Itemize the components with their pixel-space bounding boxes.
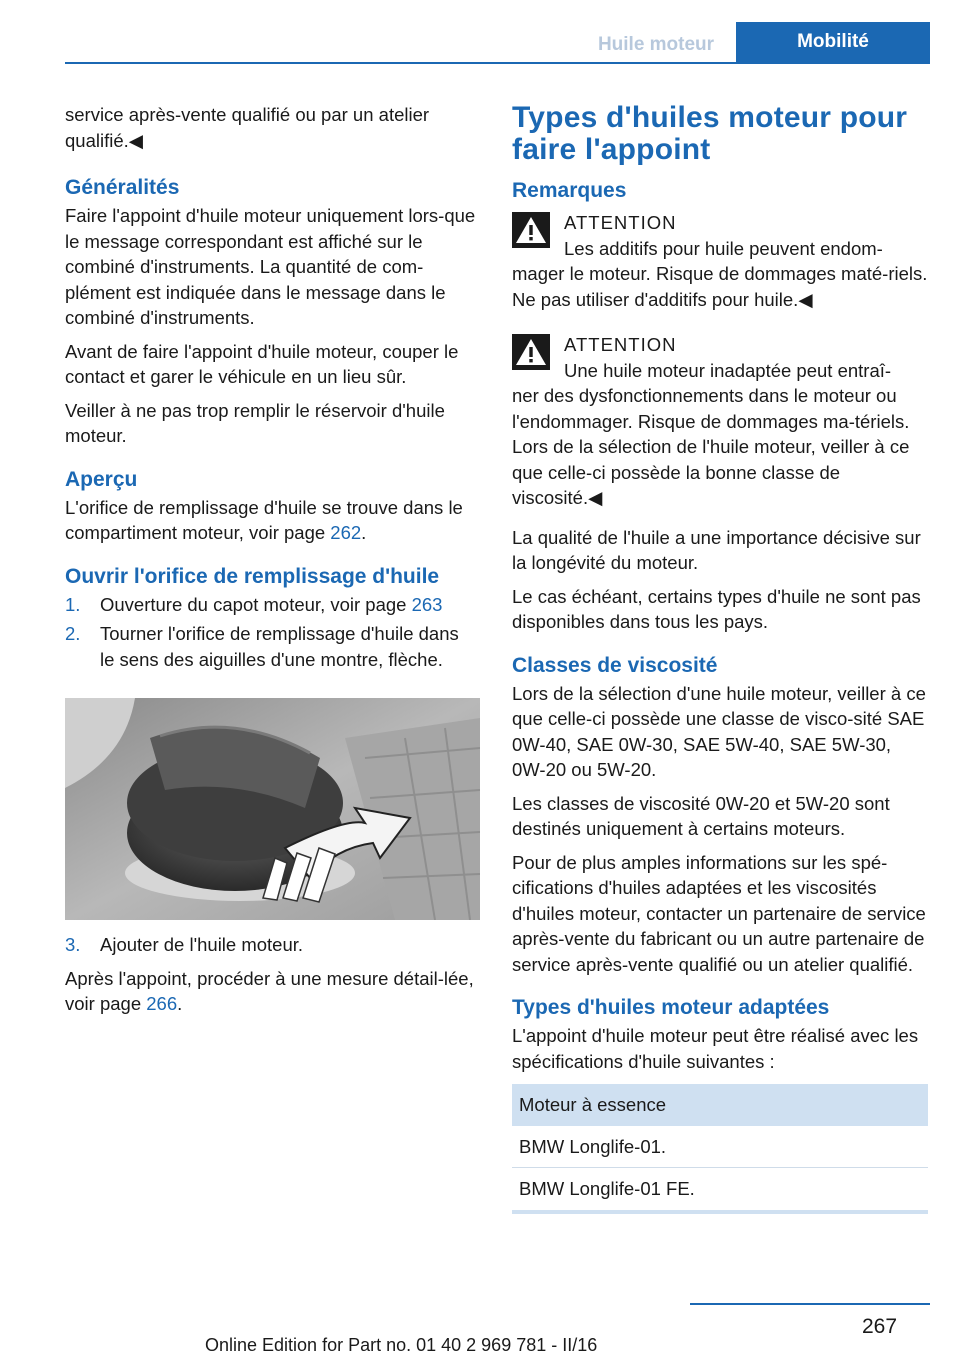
apercu-text (65, 495, 477, 546)
footer-rule (690, 1303, 930, 1305)
oil-filler-cap-photo (65, 698, 480, 920)
heading-remarques: Remarques (512, 179, 627, 202)
warning-body: ner des dysfonctionnements dans le moteur ou l'endommager. Risque de dommages ma-tériels. Lors de la sélection de l'huile moteur, veiller à ce que celle-ci possède la bonne classe de viscosité.◀ (512, 385, 910, 508)
table-cell: BMW Longlife-01 FE. (512, 1168, 928, 1212)
header-rule (65, 62, 930, 64)
apercu-body: L'orifice de remplissage d'huile se trouve dans le compartiment moteur, voir page (65, 496, 463, 543)
footer-edition: Online Edition for Part no. 01 40 2 969 781 - II/16 (205, 1335, 598, 1355)
heading-apercu: Aperçu (65, 467, 138, 491)
warning-box (512, 332, 928, 511)
step-item (65, 592, 477, 618)
step-item (65, 621, 477, 672)
warning-first-line: Les additifs pour huile peuvent endom- (564, 237, 883, 259)
heading-adaptees: Types d'huiles moteur adaptées (512, 996, 830, 1019)
warning-label: ATTENTION (564, 334, 677, 355)
viscosite-p3: Pour de plus amples informations sur les spé-cifications d'huiles adaptées et les viscosités d'huiles moteur, contacter un partenaire de service après-vente du fabricant ou un autre partenaire de service après-vente qualifié ou un atelier qualifié. (512, 851, 926, 975)
adaptees-p1: L'appoint d'huile moteur peut être réalisé avec les spécifications d'huile suivantes : (512, 1025, 919, 1072)
viscosite-p2: Les classes de viscosité 0W-20 et 5W-20 sont destinés uniquement à certains moteurs. (512, 792, 890, 839)
tab-huile-moteur[interactable]: Huile moteur (597, 34, 715, 55)
generalites-p2: Avant de faire l'appoint d'huile moteur, couper le contact et garer le véhicule en un lieu sûr. (65, 340, 459, 387)
steps-list-continued (65, 932, 477, 958)
after-text (65, 966, 477, 1017)
step-number: 3. (65, 934, 81, 955)
warning-icon (512, 334, 550, 370)
step-number: 2. (65, 623, 81, 644)
table-header-cell: Moteur à essence (512, 1084, 928, 1126)
tab-mobilite[interactable]: Mobilité (736, 22, 930, 62)
intro-text: service après-vente qualifié ou par un atelier qualifié.◀ (65, 104, 430, 151)
step-text-body: Ouverture du capot moteur, voir page (100, 593, 412, 615)
heading-generalites: Généralités (65, 176, 180, 199)
after-body: Après l'appoint, procéder à une mesure détail-lée, voir page (65, 967, 474, 1014)
table-cell: BMW Longlife-01. (512, 1126, 928, 1168)
page-link-263[interactable]: 263 (411, 593, 443, 615)
generalites-p1: Faire l'appoint d'huile moteur uniquement lors-que le message correspondant est affiché sur le combiné d'instruments. La quantité de com-plément est indiquée dans le message dans le combiné d'instruments. (65, 205, 476, 328)
warning-icon (512, 212, 550, 248)
page-link-266[interactable]: 266 (146, 993, 178, 1014)
remarques-p1: La qualité de l'huile a une importance décisive sur la longévité du moteur. (512, 526, 921, 573)
warning-label: ATTENTION (564, 212, 677, 233)
warning-body: mager le moteur. Risque de dommages maté-riels. Ne pas utiliser d'additifs pour huile.◀ (512, 263, 928, 310)
step-text (100, 592, 477, 618)
table-row (512, 1168, 928, 1212)
right-column (512, 102, 928, 1214)
viscosite-p1: Lors de la sélection d'une huile moteur, veiller à ce que celle-ci possède une classe de visco-sité SAE 0W-40, SAE 0W-30, SAE 5W-40, SAE 5W-30, 0W-20 ou 5W-20. (512, 682, 926, 780)
heading-viscosite: Classes de viscosité (512, 653, 718, 677)
table-row (512, 1126, 928, 1168)
page-link-262[interactable]: 262 (330, 522, 362, 543)
table-header-row (512, 1084, 928, 1126)
remarques-p2: Le cas échéant, certains types d'huile ne sont pas disponibles dans tous les pays. (512, 585, 921, 632)
after-end: . (177, 993, 183, 1014)
heading-ouvrir: Ouvrir l'orifice de remplissage d'huile (65, 564, 440, 588)
warning-box (512, 210, 928, 312)
generalites-p3: Veiller à ne pas trop remplir le réservoir d'huile moteur. (65, 399, 445, 446)
left-column (65, 102, 477, 1025)
apercu-end: . (361, 522, 367, 543)
section-title: Types d'huiles moteur pour faire l'appoint (512, 101, 908, 166)
step-text: Ajouter de l'huile moteur. (100, 934, 304, 955)
warning-first-line: Une huile moteur inadaptée peut entraî- (564, 359, 892, 381)
oil-spec-table (512, 1084, 928, 1214)
steps-list (65, 592, 477, 673)
step-text: Tourner l'orifice de remplissage d'huile dans le sens des aiguilles d'une montre, flèche. (100, 623, 459, 670)
step-item (65, 932, 477, 958)
page-number: 267 (862, 1315, 898, 1338)
step-number: 1. (65, 593, 81, 615)
